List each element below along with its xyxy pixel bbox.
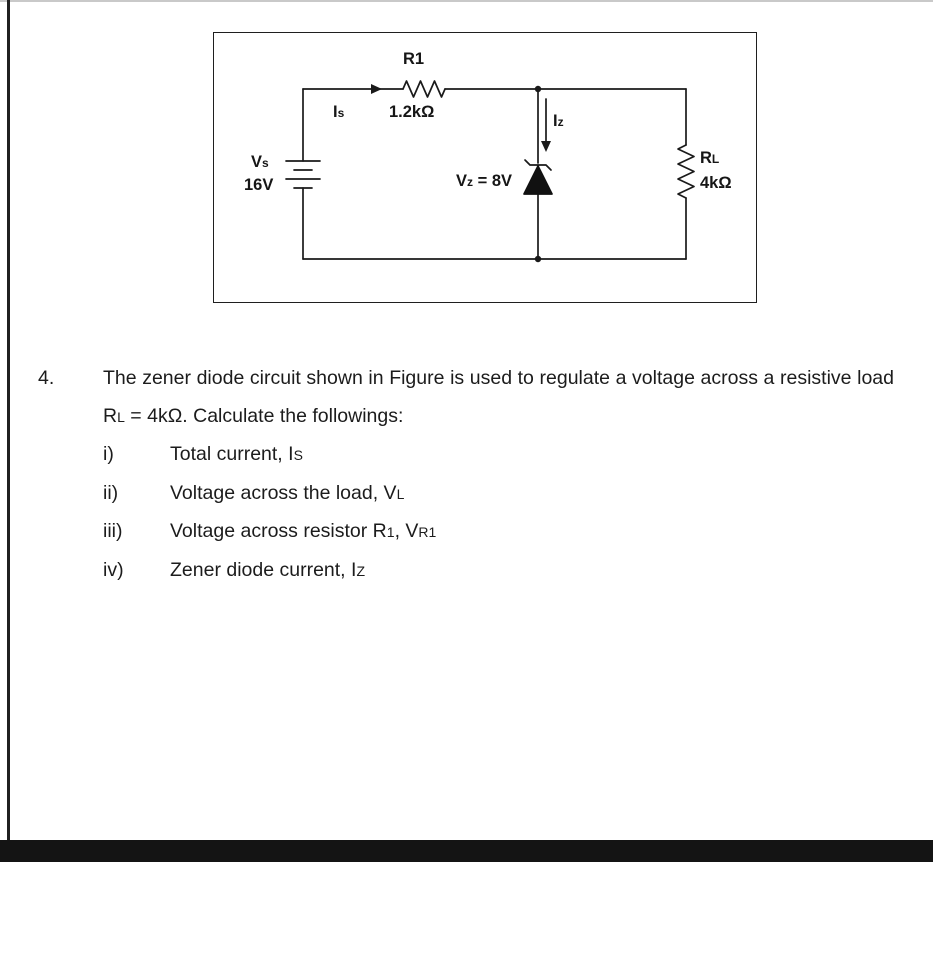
label-is-main: I [333,103,338,121]
intro-part1: The zener diode circuit shown in Figure is used to regulate a voltage across a resistive load R [103,367,894,427]
item-text-sub: S [293,447,303,463]
item-text [170,475,404,514]
item-marker: i) [103,443,114,465]
question-body [103,360,894,590]
zener-diode-icon [524,160,552,194]
question-item-ii [103,475,894,514]
resistor-r1-icon [403,81,445,97]
label-r1 [403,50,424,69]
label-vz-sub: z [467,175,474,189]
battery-vs-icon [286,161,320,188]
resistor-rl-icon [678,145,694,198]
item-text [170,513,436,552]
left-margin-line [7,0,10,841]
question-items [103,436,894,590]
item-marker: iii) [103,520,123,542]
label-vs-value-text: 16V [244,176,274,194]
question-item-iv [103,552,894,591]
intro-part2: = 4kΩ. Calculate the followings: [124,404,404,427]
label-rl-sub: L [711,152,720,166]
label-vs-main: V [251,153,263,171]
label-vz-main: V [456,172,468,190]
scan-artifact-bar [0,840,933,862]
label-vs-sub: s [262,156,269,170]
label-vz [456,172,512,192]
intro-sub1: L [117,408,125,425]
top-edge-line [0,0,933,2]
iz-current-arrow-icon [541,99,551,152]
item-marker: ii) [103,481,119,504]
item-text-part: Total current, I [170,443,294,465]
circuit-figure [213,32,757,303]
question-number: 4. [38,367,55,389]
label-vs-value [244,176,273,195]
question-item-i [103,436,894,475]
item-text-part: Zener diode current, I [170,558,357,581]
label-r1-text: R1 [403,50,425,68]
item-text [170,436,303,475]
question-block [38,360,894,590]
label-r1-value-text: 1.2kΩ [389,103,435,121]
label-is [333,103,344,123]
label-vz-rest: = 8V [473,172,513,190]
item-text-part2: , V [394,520,419,542]
label-vs [251,153,269,173]
question-item-iii [103,513,894,552]
label-iz-main: I [553,112,558,130]
label-r1-value [389,103,434,122]
label-iz [553,112,564,132]
label-rl-value [700,174,732,193]
junction-dot-bottom [535,256,541,262]
is-current-arrow-icon [371,84,382,94]
label-rl-main: R [700,149,712,167]
circuit-diagram [214,33,758,304]
item-text-part: Voltage across resistor R [170,520,387,542]
item-text-part: Voltage across the load, V [170,481,397,504]
label-rl-value-text: 4kΩ [700,174,732,192]
item-text-sub: 1 [386,524,395,540]
label-rl [700,149,719,169]
question-intro [103,360,894,436]
item-text-sub: Z [356,562,365,579]
item-text [170,552,365,591]
label-is-sub: s [337,106,345,120]
label-iz-sub: z [557,115,564,129]
item-text-sub2: R1 [418,524,437,540]
item-marker: iv) [103,558,124,581]
item-text-sub: L [396,485,405,502]
junction-dot-top [535,86,541,92]
